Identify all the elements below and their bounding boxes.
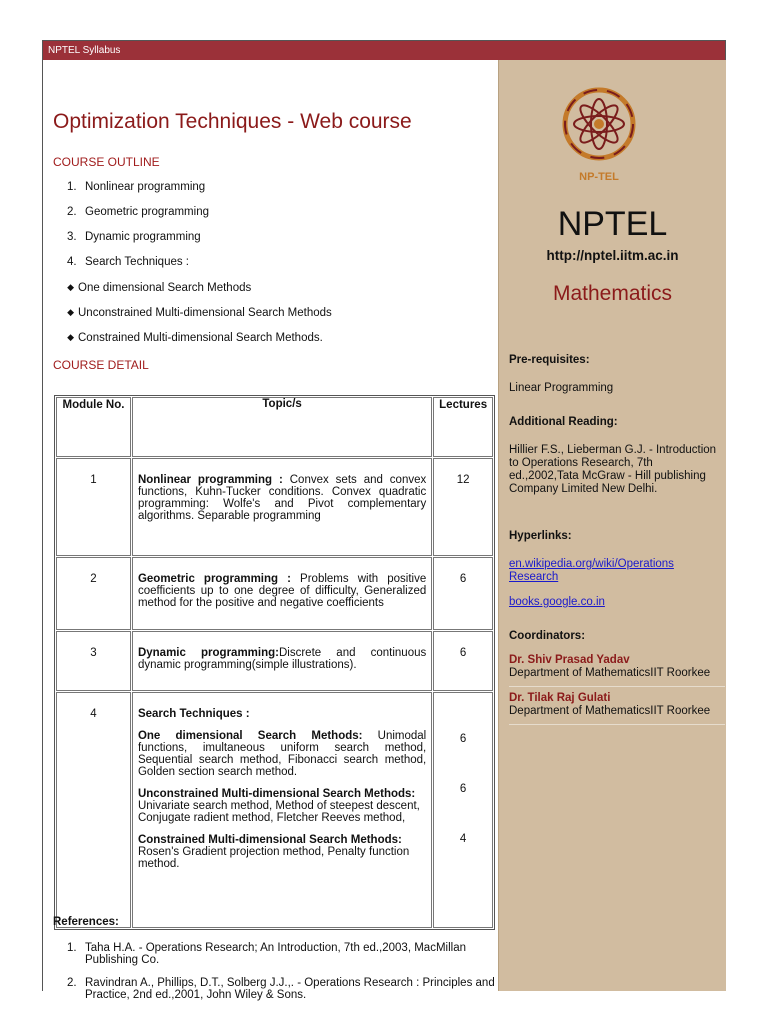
references-list (67, 942, 497, 1012)
course-detail-heading: COURSE DETAIL (53, 358, 149, 372)
reading-heading: Additional Reading: (509, 416, 618, 428)
coordinators-heading: Coordinators: (509, 630, 586, 642)
reference-item: 2. Ravindran A., Phillips, D.T., Solberg J.J.,. - Operations Research : Principles and Practice, 2nd ed.,2001, John Wiley & Sons. (67, 977, 495, 1001)
top-bar: NPTEL Syllabus (43, 41, 725, 60)
bullet-item: ◆ Unconstrained Multi-dimensional Search Methods (56, 305, 332, 330)
coordinator-dept: Department of MathematicsIIT Roorkee (509, 667, 711, 679)
main-content (43, 60, 498, 1001)
bullet-item: ◆ One dimensional Search Methods (56, 280, 332, 305)
site-url[interactable]: http://nptel.iitm.ac.in (546, 248, 679, 263)
subject: Mathematics (552, 282, 673, 305)
reading-text: Hillier F.S., Lieberman G.J. - Introduction to Operations Research, 7th ed.,2002,Tata McGraw - Hill publishing Company Limited New Delhi. (509, 444, 717, 495)
table-header-row (56, 397, 493, 457)
page-title: Optimization Techniques - Web course (53, 110, 412, 133)
outline-item: 3. Dynamic programming (67, 231, 201, 243)
bullet-icon: ◆ (67, 282, 74, 292)
coordinator-item (509, 654, 725, 687)
bullet-icon: ◆ (67, 307, 74, 317)
table-row: 3 Dynamic programming:Discrete and continuous dynamic programming(simple illustrations). 6 (56, 631, 493, 691)
table-row: 4 Search Techniques : One dimensional Search Methods: Unimodal functions, imultaneous uniform search method, Sequential search method, Fibonacci search method, Golden section search method. Unconstrained Multi-dimensional Search Methods: Univariate search method, Method of steepest descent, Conjugate radient method, Fletcher Reeves method, Constrained Multi-dimensional Search Methods: Rosen's Gradient projection method, Penalty function method. 6 6 4 (56, 692, 493, 928)
coordinator-name: Dr. Tilak Raj Gulati (509, 692, 611, 704)
table-row: 1 Nonlinear programming : Convex sets and convex functions, Kuhn-Tucker conditions. Convex quadratic programming: Wolfe's and Pivot complementary algorithms. Separable programming 12 (56, 458, 493, 556)
outline-item: 4. Search Techniques : (67, 256, 189, 268)
coordinator-item (509, 692, 725, 725)
outline-item: 1. Nonlinear programming (67, 181, 206, 193)
course-outline-list (67, 180, 209, 280)
bullet-icon: ◆ (67, 332, 74, 342)
bullet-item: ◆ Constrained Multi-dimensional Search Methods. (56, 330, 332, 355)
prereq-text: Linear Programming (509, 382, 614, 394)
header-topics: Topic/s (132, 397, 432, 457)
google-books-link[interactable]: books.google.co.in (509, 596, 605, 608)
hyperlinks-heading: Hyperlinks: (509, 530, 572, 542)
outline-bullets (56, 280, 332, 355)
prereq-heading: Pre-requisites: (509, 354, 590, 366)
brand-name: NPTEL (557, 205, 668, 243)
references-heading: References: (53, 916, 119, 928)
reference-item: 1. Taha H.A. - Operations Research; An Introduction, 7th ed.,2003, MacMillan Publishing Co. (67, 942, 466, 966)
sidebar (498, 60, 726, 991)
table-row: 2 Geometric programming : Problems with positive coefficients up to one degree of difficulty, Generalized method for the positive and negative coefficients 6 (56, 557, 493, 630)
nptel-logo-icon (562, 82, 636, 192)
header-lectures: Lectures (433, 397, 493, 457)
header-module: Module No. (56, 397, 131, 457)
coordinator-dept: Department of MathematicsIIT Roorkee (509, 705, 711, 717)
coordinator-name: Dr. Shiv Prasad Yadav (509, 654, 630, 666)
course-detail-table (54, 395, 495, 930)
course-outline-heading: COURSE OUTLINE (53, 155, 160, 169)
wikipedia-link[interactable]: en.wikipedia.org/wiki/Operations Research (509, 558, 674, 583)
nptel-logo (562, 82, 636, 192)
page (42, 40, 726, 1001)
svg-text:NP-TEL: NP-TEL (579, 171, 619, 183)
outline-item: 2. Geometric programming (67, 206, 209, 218)
